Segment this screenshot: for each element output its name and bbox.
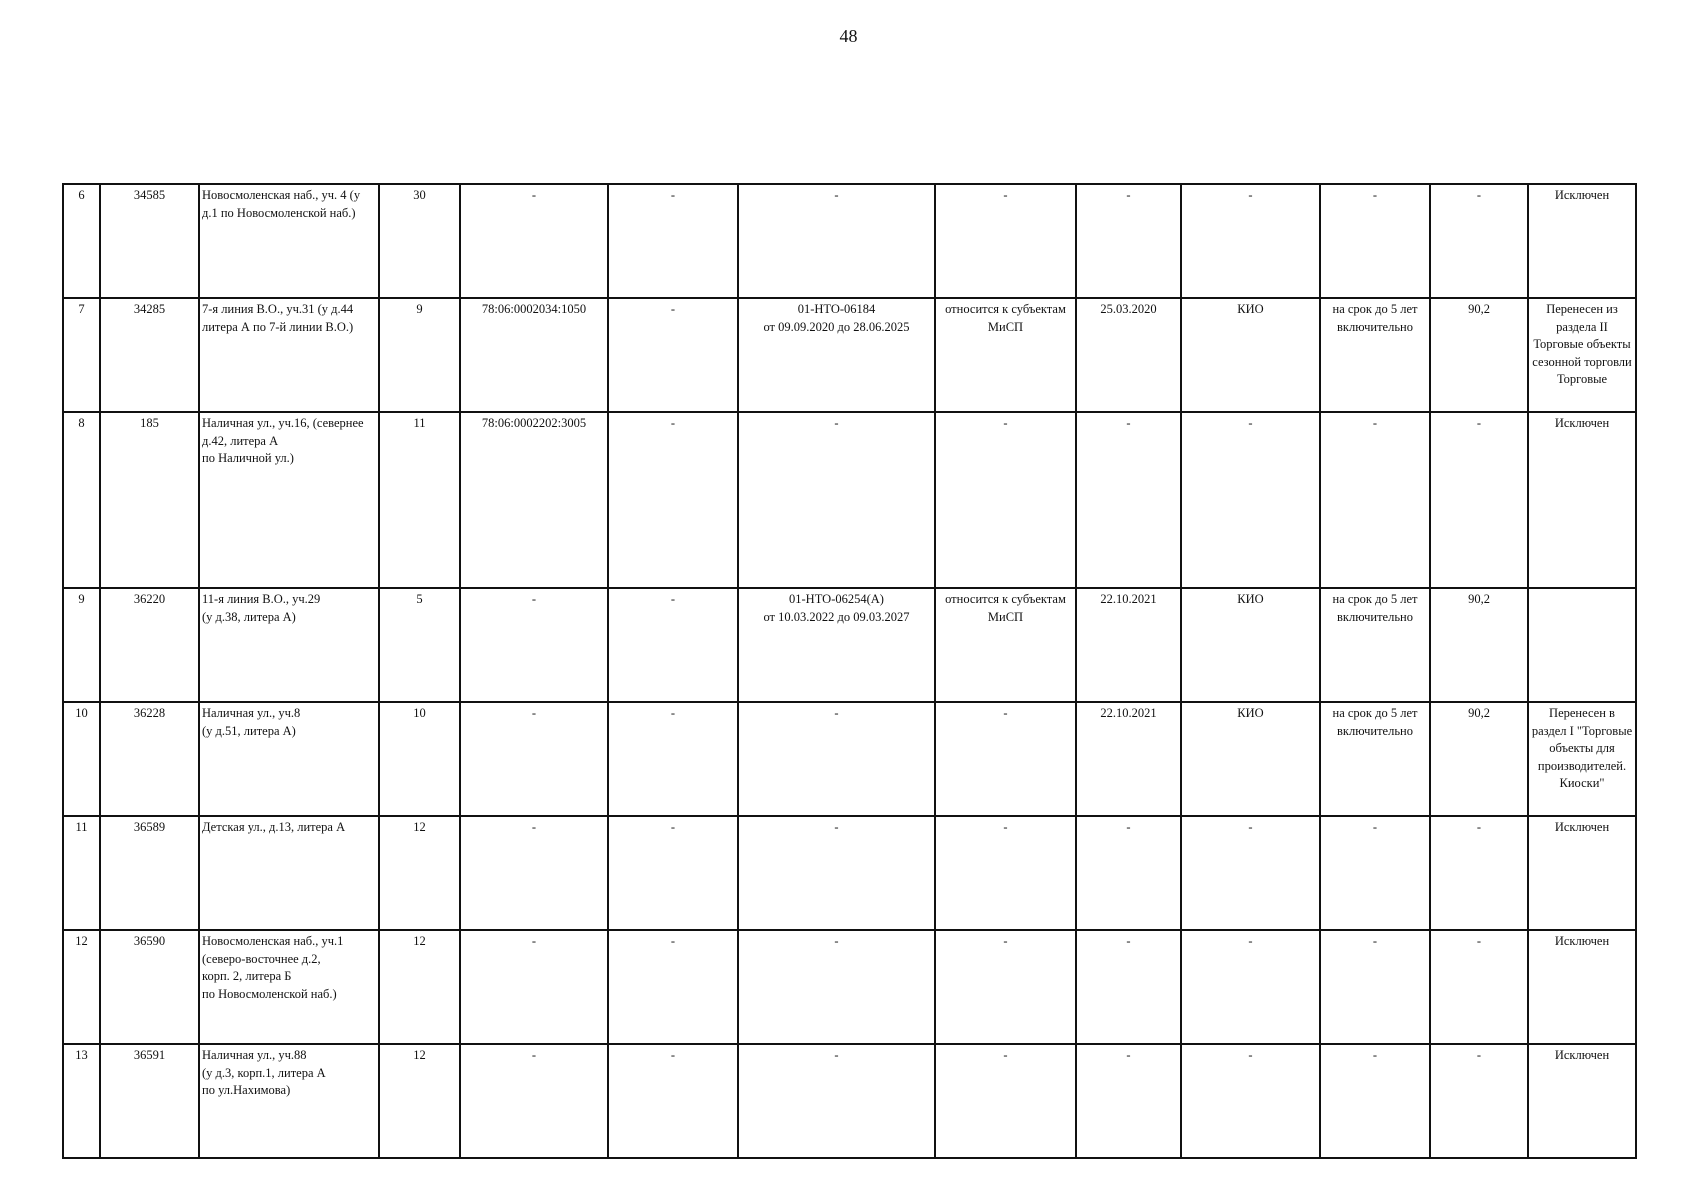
cell-smsp-status-text: - [1003,188,1008,202]
cell-row-number-text: 6 [78,188,85,202]
cell-area-text: 9 [416,302,423,316]
cell-object-id [100,1044,199,1158]
cell-area [379,298,460,412]
cell-column-6-text: - [670,592,676,606]
cell-address [199,702,379,816]
cell-address-text: Детская ул., д.13, литера А [202,820,346,834]
cell-contract-text: - [834,416,839,430]
cell-row-number [63,930,100,1044]
cell-contract-text: - [834,188,839,202]
cell-column-6-text: - [670,820,676,834]
cell-object-id [100,298,199,412]
cell-price-text: 90,2 [1468,302,1490,316]
cell-contract [738,1044,935,1158]
cell-cadastral-number [460,298,608,412]
cell-date-text: - [1126,416,1131,430]
cell-note-text: Исключен [1554,934,1610,948]
cell-note-text: Перенесен в раздел I "Торговые объекты для производителей. Киоски" [1531,706,1633,790]
cell-smsp-status-text: - [1003,934,1008,948]
cell-area [379,588,460,702]
table-row [63,588,1636,702]
cell-cadastral-number [460,1044,608,1158]
cell-date [1076,1044,1181,1158]
cell-row-number [63,588,100,702]
cell-date [1076,184,1181,298]
cell-organization [1181,184,1320,298]
cell-date [1076,588,1181,702]
cell-area [379,1044,460,1158]
table-body [63,184,1636,1158]
cell-object-id [100,930,199,1044]
cell-area-text: 12 [413,934,426,948]
cell-area-text: 30 [413,188,426,202]
cell-date-text: 25.03.2020 [1100,302,1157,316]
cell-row-number [63,412,100,588]
cell-note [1528,930,1636,1044]
cell-object-id-text: 36589 [133,820,166,834]
cell-address [199,184,379,298]
cell-area [379,816,460,930]
cell-contract [738,412,935,588]
cell-contract [738,588,935,702]
cell-term [1320,588,1430,702]
cell-term-text: - [1372,1048,1378,1062]
cell-address-text: Новосмоленская наб., уч. 4 (у д.1 по Новосмоленской наб.) [202,188,361,220]
cell-area-text: 5 [416,592,423,606]
cell-smsp-status [935,298,1076,412]
cell-note [1528,412,1636,588]
table-row [63,184,1636,298]
cell-term-text: - [1372,934,1378,948]
cell-address-text: Новосмоленская наб., уч.1 (северо-восточнее д.2, корп. 2, литера Б по Новосмоленской наб.) [202,934,344,1001]
cell-object-id [100,412,199,588]
cell-date-text: 22.10.2021 [1100,592,1157,606]
table-row [63,1044,1636,1158]
cell-price [1430,412,1528,588]
cell-term [1320,298,1430,412]
cell-object-id-text: 34585 [133,188,166,202]
cell-organization-text: - [1248,934,1253,948]
cell-contract [738,816,935,930]
cell-price-text: 90,2 [1468,592,1490,606]
cell-contract-text: - [834,1048,839,1062]
cell-row-number [63,816,100,930]
table-row [63,930,1636,1044]
cell-price [1430,702,1528,816]
cell-price-text: 90,2 [1468,706,1490,720]
cell-area [379,412,460,588]
cell-area-text: 12 [413,1048,426,1062]
cell-term-text: - [1372,416,1378,430]
cell-date-text: - [1126,934,1131,948]
cell-smsp-status [935,930,1076,1044]
cell-price-text: - [1476,820,1482,834]
cell-row-number [63,1044,100,1158]
cell-date [1076,930,1181,1044]
cell-cadastral-number [460,184,608,298]
cell-note [1528,1044,1636,1158]
cell-column-6 [608,1044,738,1158]
cell-contract-text: - [834,820,839,834]
cell-column-6-text: - [670,706,676,720]
cell-note-text: Исключен [1554,188,1610,202]
cell-cadastral-number-text: - [531,1048,537,1062]
cell-row-number-text: 9 [78,592,85,606]
cell-smsp-status [935,184,1076,298]
cell-address-text: 7-я линия В.О., уч.31 (у д.44 литера А по 7-й линии В.О.) [202,302,354,334]
cell-price-text: - [1476,188,1482,202]
cell-object-id-text: 34285 [133,302,166,316]
cell-term [1320,412,1430,588]
cell-price [1430,930,1528,1044]
cell-term [1320,1044,1430,1158]
cell-organization [1181,298,1320,412]
cell-organization-text: - [1248,1048,1253,1062]
cell-term-text: - [1372,188,1378,202]
cell-column-6-text: - [670,302,676,316]
cell-price-text: - [1476,1048,1482,1062]
cell-term [1320,184,1430,298]
cell-organization-text: КИО [1237,302,1264,316]
cell-cadastral-number [460,930,608,1044]
cell-contract [738,184,935,298]
cell-note [1528,184,1636,298]
cell-contract-text: 01-НТО-06254(А) от 10.03.2022 до 09.03.2027 [763,592,910,624]
cell-cadastral-number-text: - [531,706,537,720]
cell-contract [738,702,935,816]
cell-smsp-status-text: относится к субъектам МиСП [945,302,1066,334]
cell-object-id-text: 36228 [133,706,166,720]
cell-price-text: - [1476,416,1482,430]
cell-term-text: на срок до 5 лет включительно [1332,302,1418,334]
cell-organization [1181,412,1320,588]
cell-area-text: 12 [413,820,426,834]
cell-column-6 [608,930,738,1044]
cell-price [1430,184,1528,298]
cell-date [1076,816,1181,930]
cell-row-number-text: 11 [75,820,88,834]
cell-price [1430,588,1528,702]
cell-object-id [100,184,199,298]
cell-note-text: Исключен [1554,416,1610,430]
cell-smsp-status-text: - [1003,706,1008,720]
cell-smsp-status [935,588,1076,702]
cell-date-text: 22.10.2021 [1100,706,1157,720]
cell-note [1528,298,1636,412]
cell-row-number-text: 13 [75,1048,88,1062]
cell-cadastral-number [460,702,608,816]
cell-term-text: - [1372,820,1378,834]
cell-smsp-status-text: - [1003,416,1008,430]
cell-organization-text: - [1248,820,1253,834]
cell-smsp-status [935,702,1076,816]
cell-smsp-status-text: - [1003,820,1008,834]
cell-smsp-status [935,816,1076,930]
register-table [62,183,1637,1159]
cell-term-text: на срок до 5 лет включительно [1332,706,1418,738]
cell-address-text: Наличная ул., уч.88 (у д.3, корп.1, литера А по ул.Нахимова) [202,1048,326,1097]
cell-object-id-text: 36590 [133,934,166,948]
cell-row-number-text: 10 [75,706,88,720]
table-row [63,412,1636,588]
cell-area-text: 10 [413,706,426,720]
cell-object-id-text: 36220 [133,592,166,606]
cell-cadastral-number-text: - [531,592,537,606]
cell-address [199,816,379,930]
cell-row-number [63,702,100,816]
cell-organization [1181,1044,1320,1158]
cell-organization [1181,930,1320,1044]
cell-organization-text: КИО [1237,706,1264,720]
cell-area [379,184,460,298]
cell-organization [1181,816,1320,930]
cell-row-number-text: 8 [78,416,85,430]
cell-smsp-status-text: - [1003,1048,1008,1062]
cell-note [1528,816,1636,930]
cell-organization [1181,588,1320,702]
cell-column-6-text: - [670,188,676,202]
cell-price [1430,816,1528,930]
cell-address-text: Наличная ул., уч.16, (севернее д.42, литера А по Наличной ул.) [202,416,364,465]
cell-cadastral-number [460,588,608,702]
cell-date-text: - [1126,1048,1131,1062]
cell-object-id [100,816,199,930]
cell-object-id [100,702,199,816]
table-row [63,702,1636,816]
cell-column-6-text: - [670,934,676,948]
cell-date-text: - [1126,820,1131,834]
cell-area [379,930,460,1044]
cell-contract-text: 01-НТО-06184 от 09.09.2020 до 28.06.2025 [763,302,910,334]
cell-column-6-text: - [670,416,676,430]
cell-note-text: Исключен [1554,1048,1610,1062]
cell-cadastral-number-text: - [531,188,537,202]
cell-term [1320,930,1430,1044]
cell-cadastral-number-text: - [531,934,537,948]
cell-note [1528,702,1636,816]
cell-organization-text: - [1248,416,1253,430]
cell-contract-text: - [834,934,839,948]
cell-organization-text: - [1248,188,1253,202]
cell-contract [738,930,935,1044]
cell-row-number-text: 12 [75,934,88,948]
cell-row-number [63,184,100,298]
cell-term [1320,816,1430,930]
cell-column-6-text: - [670,1048,676,1062]
cell-note [1528,588,1636,702]
cell-object-id-text: 185 [140,416,159,430]
cell-term-text: на срок до 5 лет включительно [1332,592,1418,624]
cell-organization-text: КИО [1237,592,1264,606]
cell-column-6 [608,588,738,702]
cell-price [1430,298,1528,412]
cell-address [199,930,379,1044]
cell-smsp-status-text: относится к субъектам МиСП [945,592,1066,624]
cell-object-id [100,588,199,702]
table-row [63,816,1636,930]
cell-cadastral-number-text: - [531,820,537,834]
cell-cadastral-number-text: 78:06:0002034:1050 [481,302,587,316]
cell-note-text: Перенесен из раздела II Торговые объекты сезонной торговли Торговые [1532,302,1632,386]
cell-smsp-status [935,412,1076,588]
cell-cadastral-number-text: 78:06:0002202:3005 [481,416,587,430]
cell-cadastral-number [460,412,608,588]
cell-row-number [63,298,100,412]
cell-smsp-status [935,1044,1076,1158]
cell-column-6 [608,702,738,816]
cell-address-text: Наличная ул., уч.8 (у д.51, литера А) [202,706,301,738]
cell-note-text: Исключен [1554,820,1610,834]
table-row [63,298,1636,412]
cell-term [1320,702,1430,816]
cell-cadastral-number [460,816,608,930]
cell-date [1076,702,1181,816]
cell-column-6 [608,412,738,588]
cell-contract [738,298,935,412]
cell-date-text: - [1126,188,1131,202]
cell-address [199,298,379,412]
cell-date [1076,298,1181,412]
cell-object-id-text: 36591 [133,1048,166,1062]
cell-price [1430,1044,1528,1158]
cell-column-6 [608,816,738,930]
cell-date [1076,412,1181,588]
cell-organization [1181,702,1320,816]
cell-contract-text: - [834,706,839,720]
cell-address [199,1044,379,1158]
cell-column-6 [608,184,738,298]
cell-address [199,412,379,588]
cell-address [199,588,379,702]
cell-row-number-text: 7 [78,302,85,316]
cell-area [379,702,460,816]
cell-address-text: 11-я линия В.О., уч.29 (у д.38, литера А) [202,592,321,624]
cell-column-6 [608,298,738,412]
cell-area-text: 11 [413,416,426,430]
cell-price-text: - [1476,934,1482,948]
page-number: 48 [839,26,858,46]
